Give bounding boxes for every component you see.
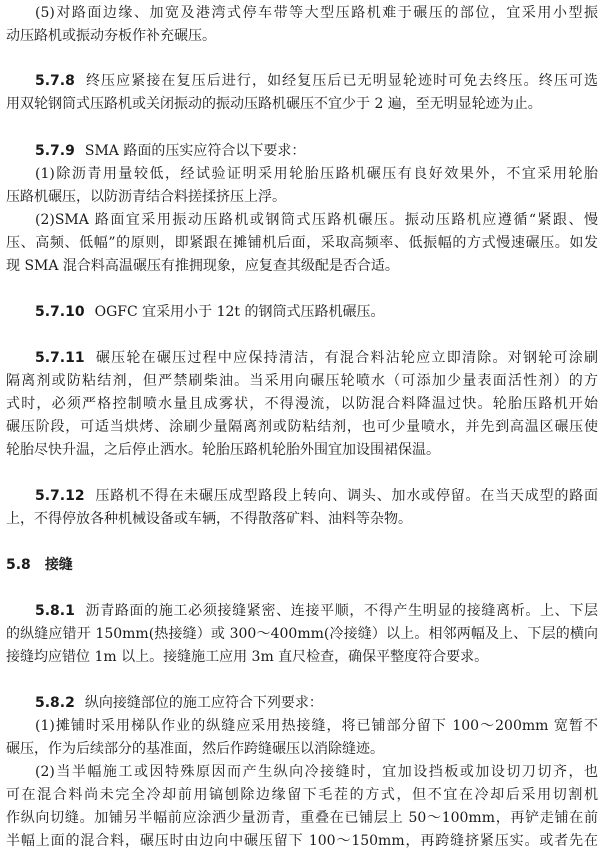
clause-5-7-11-line: 5.7.11 碾压轮在碾压过程中应保持清洁，有混合料沾轮应立即清除。对钢轮可涂刷	[35, 350, 598, 366]
clause-5-8-1-line: 的纵缝应错开 150mm(热接缝）或 300～400mm(冷接缝）以上。相邻两幅及上、下层的横向	[6, 626, 598, 642]
clause-5-7-8-line: 5.7.8 终压应紧接在复压后进行，如经复压后已无明显轮迹时可免去终压。终压可选	[35, 73, 598, 89]
clause-5-7-11-line: 式时，必须严格控制喷水量且成雾状，不得漫流，以防混合料降温过快。轮胎压路机开始	[6, 396, 598, 412]
section-heading	[6, 556, 598, 574]
clause-5-7-12-line: 上，不得停放各种机械设备或车辆，不得散落矿料、油料等杂物。	[6, 511, 412, 527]
clause-number: 5.8.2	[35, 695, 75, 711]
clause-5-8-2-item-2: 可在混合料尚未完全冷却前用镐刨除边缘留下毛茬的方式，但不宜在冷却后采用切割机	[6, 787, 598, 803]
paragraph-line: (5)对路面边缘、加宽及港湾式停车带等大型压路机难于碾压的部位，宜采用小型振	[35, 5, 598, 21]
clause-5-7-11-line: 隔离剂或防粘结剂，但严禁刷柴油。当采用向碾压轮喷水（可添加少量表面活性剂）的方	[6, 373, 598, 389]
section-number: 5.8	[6, 557, 31, 573]
clause-5-7-8-line: 用双轮钢筒式压路机或关闭振动的振动压路机碾压不宜少于 2 遍，至无明显轮迹为止。	[6, 96, 542, 112]
clause-5-8-1-line: 接缝均应错位 1m 以上。接缝施工应用 3m 直尺检查，确保平整度符合要求。	[6, 649, 489, 665]
clause-5-8-2-item-2: 作纵向切缝。加铺另半幅前应涂洒少量沥青，重叠在已铺层上 50～100mm，再铲走铺在前	[6, 810, 598, 826]
clause-number: 5.7.10	[35, 304, 85, 320]
clause-5-7-9-item-2: 压、高频、低幅”的原则，即紧跟在摊铺机后面，采取高频率、低振幅的方式慢速碾压。如发	[6, 235, 598, 251]
clause-5-7-12-line: 5.7.12 压路机不得在未碾压成型路段上转向、调头、加水或停留。在当天成型的路面	[35, 488, 598, 504]
clause-5-7-9-item-2: (2)SMA 路面宜采用振动压路机或钢筒式压路机碾压。振动压路机应遵循“紧跟、慢	[35, 212, 598, 228]
clause-5-7-11-line: 轮胎尽快升温，之后停止洒水。轮胎压路机轮胎外围宜加设围裙保温。	[6, 442, 440, 458]
clause-number: 5.7.11	[35, 350, 85, 366]
clause-5-7-11-line: 碾压阶段，可适当烘烤、涂刷少量隔离剂或防粘结剂，也可少量喷水，并先到高温区碾压使	[6, 419, 598, 435]
clause-5-8-1-line: 5.8.1 沥青路面的施工必须接缝紧密、连接平顺，不得产生明显的接缝离析。上、下层	[35, 603, 598, 619]
clause-number: 5.7.8	[35, 73, 75, 89]
clause-number: 5.7.12	[35, 488, 85, 504]
clause-5-8-2-item-2: 半幅上面的混合料，碾压时由边向中碾压留下 100～150mm，再跨缝挤紧压实。或者先在	[6, 833, 598, 849]
clause-5-8-2-item-2: (2)当半幅施工或因特殊原因而产生纵向冷接缝时，宜加设挡板或加设切刀切齐，也	[35, 764, 598, 780]
clause-5-8-2-item-1: (1)摊铺时采用梯队作业的纵缝应采用热接缝，将已铺部分留下 100～200mm 宽暂不	[35, 718, 598, 734]
section-title: 接缝	[44, 557, 73, 573]
clause-number: 5.7.9	[35, 143, 75, 159]
clause-5-8-2-item-1: 碾压，作为后续部分的基准面，然后作跨缝碾压以消除缝迹。	[6, 741, 384, 757]
clause-5-7-9-item-1: 压路机碾压，以防沥青结合料搓揉挤压上浮。	[6, 189, 286, 205]
clause-number: 5.8.1	[35, 603, 75, 619]
clause-5-7-9-line: 5.7.9 SMA 路面的压实应符合以下要求：	[35, 143, 306, 159]
clause-5-7-9-item-1: (1)除沥青用量较低，经试验证明采用轮胎压路机碾压有良好效果外，不宜采用轮胎	[35, 166, 598, 182]
clause-5-7-10-line: 5.7.10 OGFC 宜采用小于 12t 的钢筒式压路机碾压。	[35, 304, 385, 320]
clause-5-7-9-item-2: 现 SMA 混合料高温碾压有推拥现象，应复查其级配是否合适。	[6, 258, 399, 274]
clause-5-8-2-line: 5.8.2 纵向接缝部位的施工应符合下列要求：	[35, 695, 323, 711]
paragraph-line: 动压路机或振动夯板作补充碾压。	[6, 28, 216, 44]
